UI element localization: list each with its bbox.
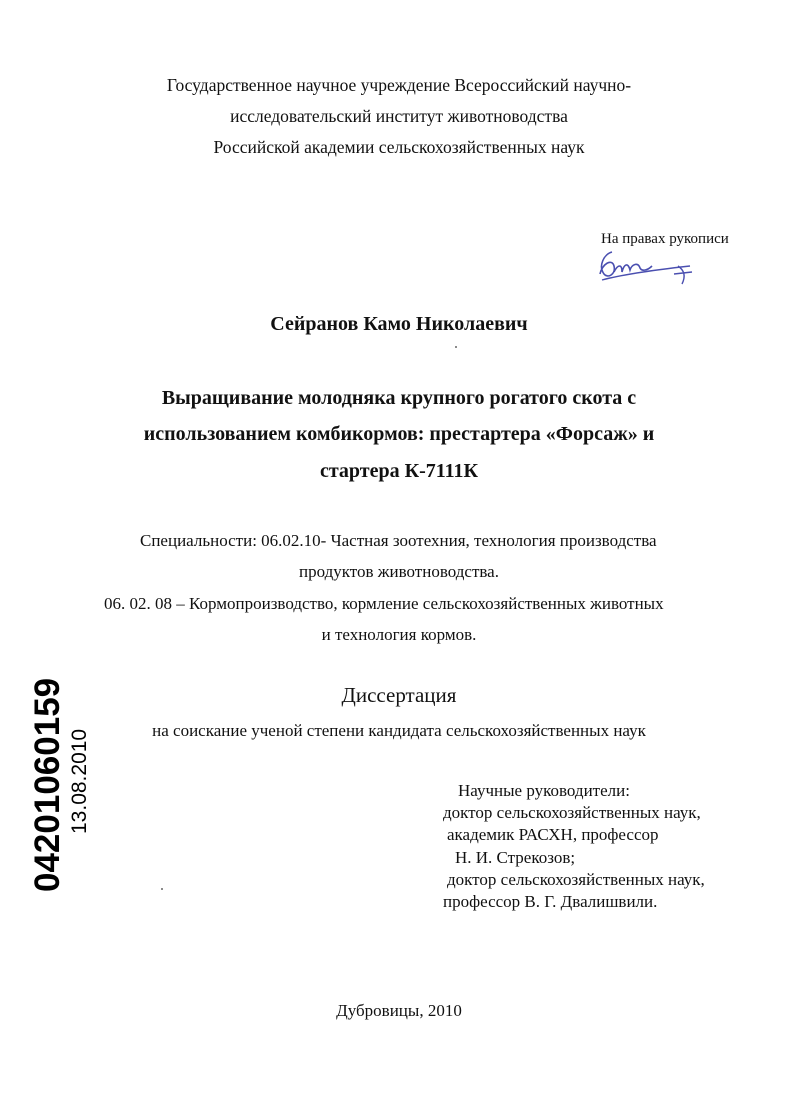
advisors-heading: Научные руководители: [458,781,630,800]
advisor-line-5: профессор В. Г. Двалишвили. [443,892,658,911]
library-stamp-date: 13.08.2010 [68,728,91,834]
scan-speck [161,888,163,890]
title-line-2: использованием комбикормов: престартера «Форсаж» и [143,423,655,445]
institution-line-2: исследовательский институт животноводства [230,106,568,126]
place-and-year: Дубровицы, 2010 [336,1001,462,1020]
specialty-line-2: продуктов животноводства. [299,562,499,581]
institution-line-3: Российской академии сельскохозяйственных наук [213,137,585,157]
specialty-line-1: Специальности: 06.02.10- Частная зоотехния, технология производства [140,531,657,550]
scan-speck [455,346,457,348]
title-line-1: Выращивание молодняка крупного рогатого скота с [161,387,637,409]
advisor-line-3: Н. И. Стрекозов; [455,848,576,867]
document-type: Диссертация [341,683,457,707]
specialty-line-4: и технология кормов. [321,625,477,644]
degree-statement: на соискание ученой степени кандидата сельскохозяйственных наук [152,721,646,740]
advisor-line-2: академик РАСХН, профессор [447,825,659,844]
library-stamp-number: 04201060159 [28,677,67,892]
specialty-line-3: 06. 02. 08 – Кормопроизводство, кормление сельскохозяйственных животных [104,594,664,613]
manuscript-rights-note: На правах рукописи [601,231,729,247]
advisor-line-1: доктор сельскохозяйственных наук, [443,803,701,822]
advisor-line-4: доктор сельскохозяйственных наук, [447,870,705,889]
library-stamp [28,660,116,892]
author-name: Сейранов Камо Николаевич [270,313,528,335]
institution-line-1: Государственное научное учреждение Всероссийский научно- [166,75,632,95]
title-line-3: стартера К-7111К [319,460,479,482]
handwritten-signature-icon [594,244,704,290]
